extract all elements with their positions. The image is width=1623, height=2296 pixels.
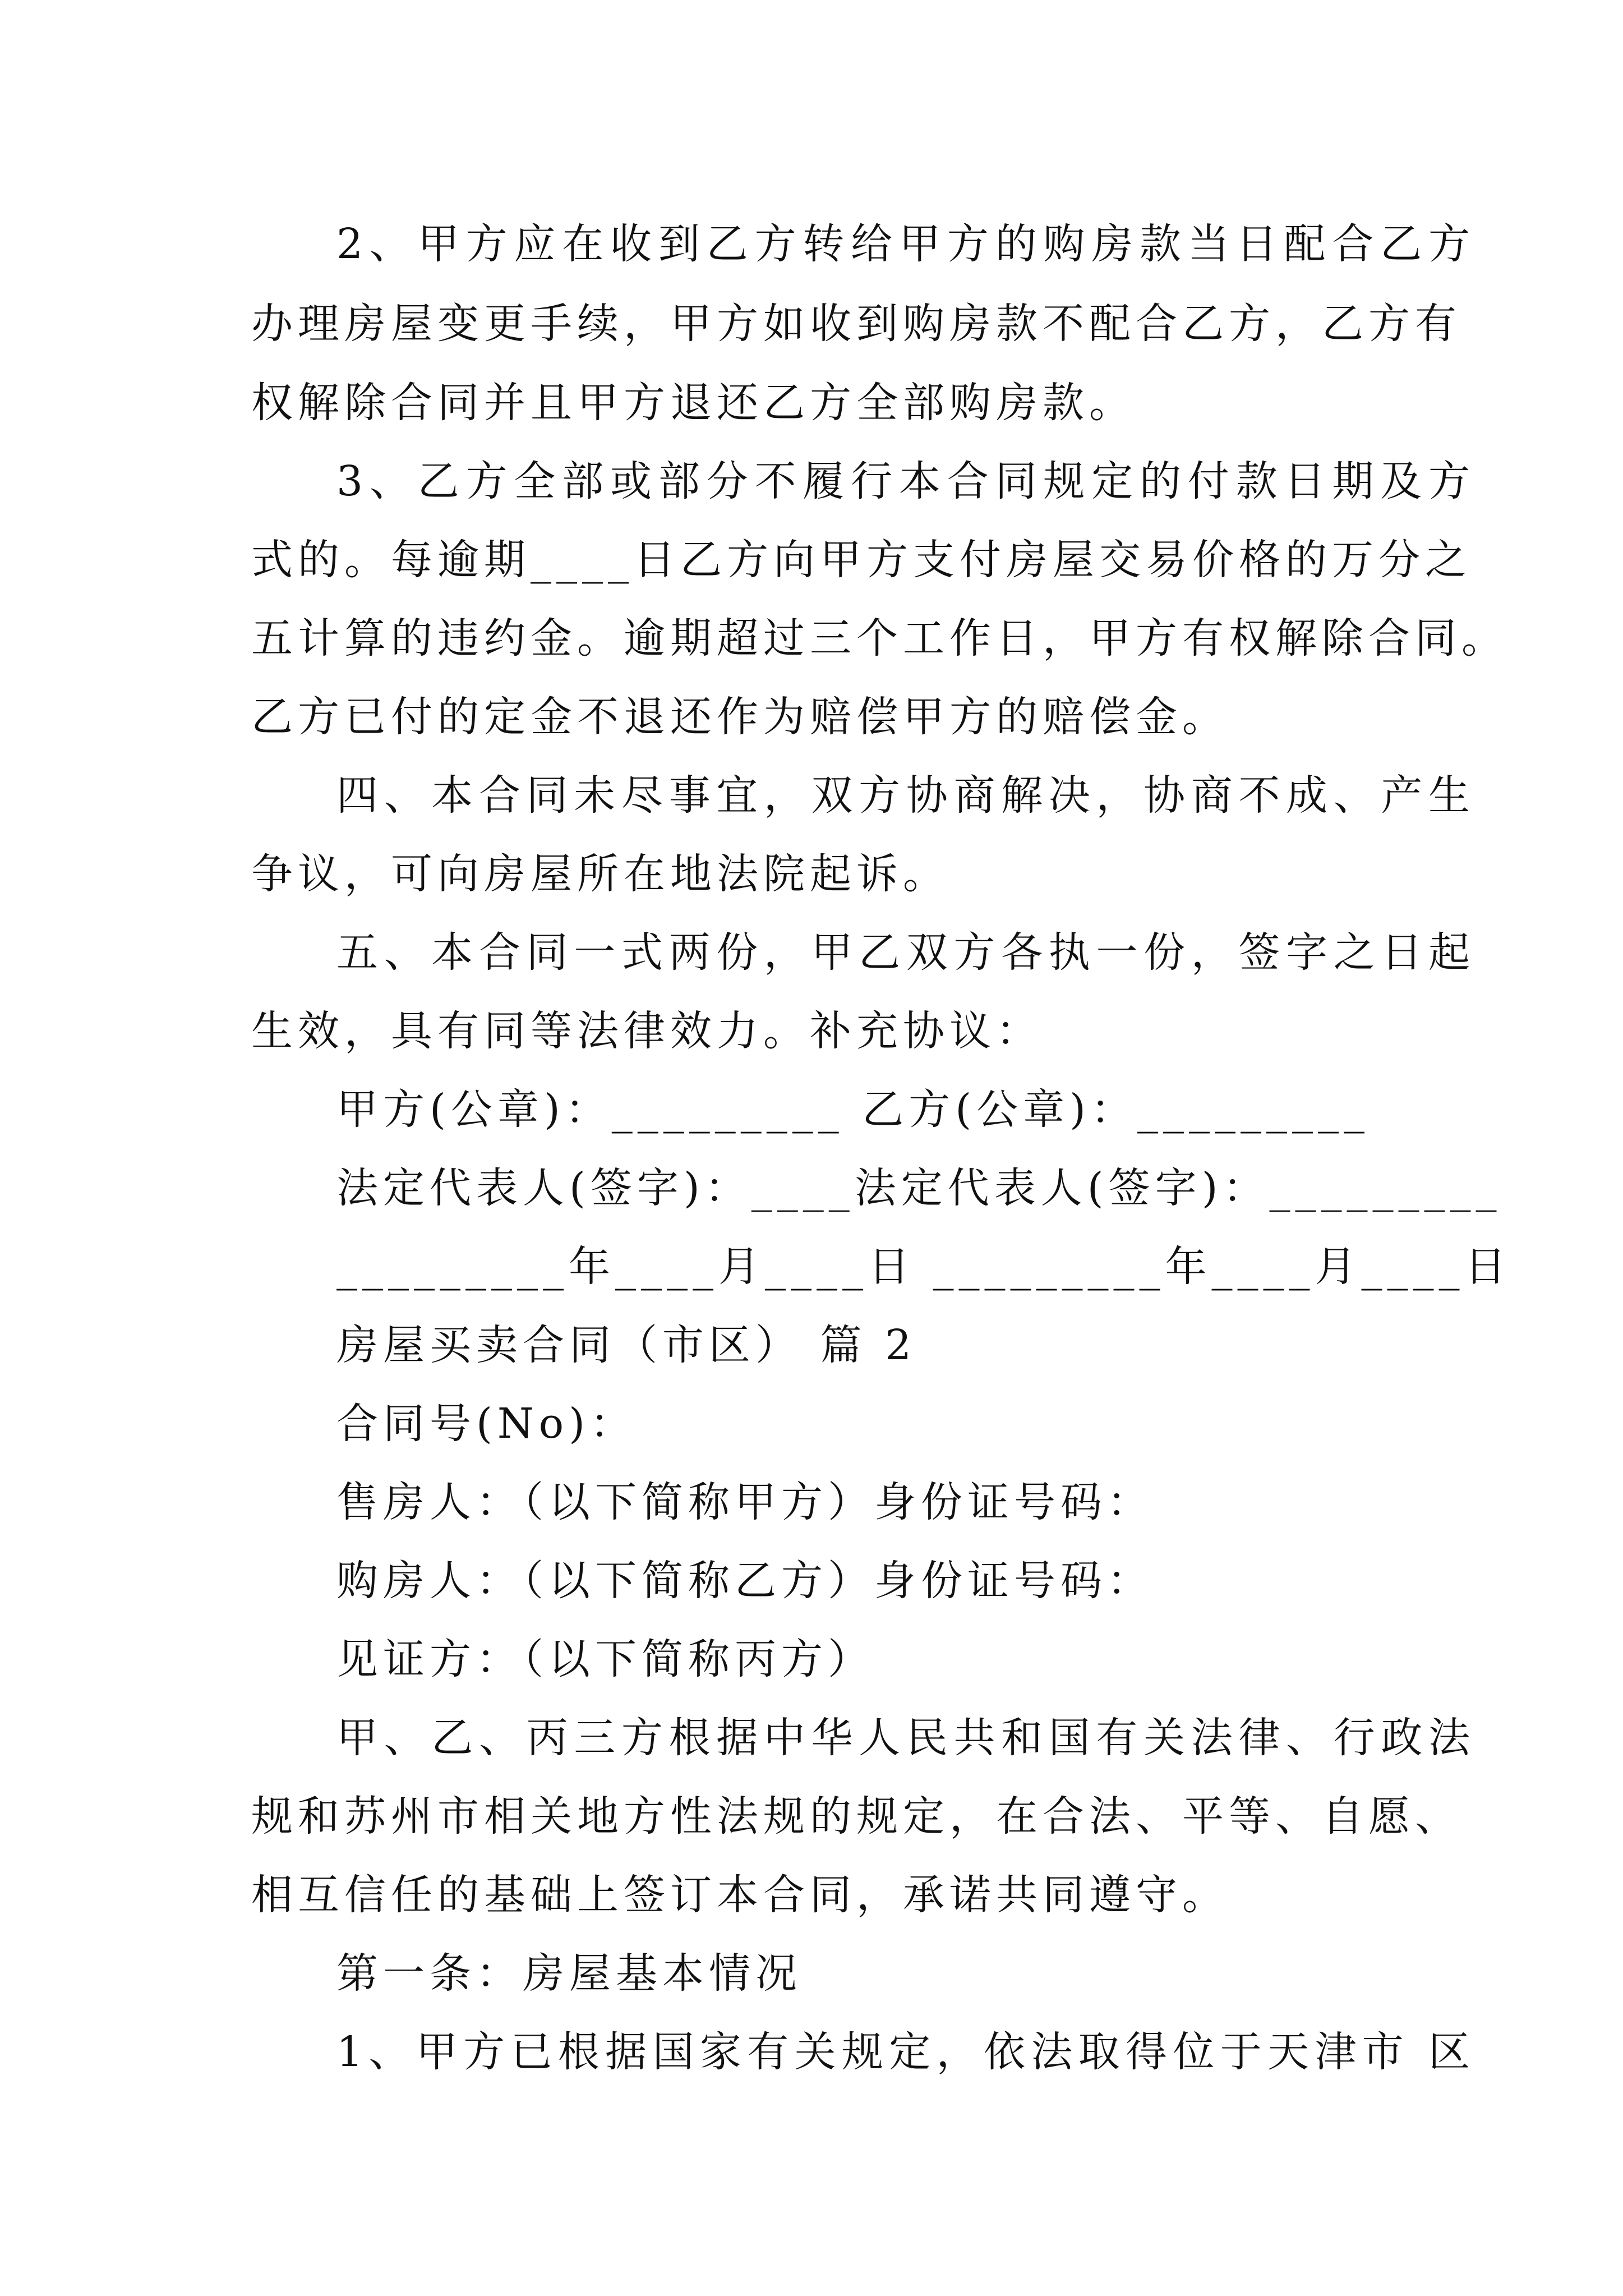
buyer-line: 购房人：（以下简称乙方）身份证号码： xyxy=(336,1557,1154,1605)
paragraph-line: 办理房屋变更手续，甲方如收到购房款不配合乙方，乙方有 xyxy=(251,300,1461,348)
seller-line: 售房人：（以下简称甲方）身份证号码： xyxy=(336,1478,1154,1526)
paragraph-line: 权解除合同并且甲方退还乙方全部购房款。 xyxy=(251,379,1136,427)
signature-line-representative: 法定代表人(签字)：____法定代表人(签字)：_________ xyxy=(336,1164,1502,1212)
paragraph-line: 2、甲方应在收到乙方转给甲方的购房款当日配合乙方 xyxy=(336,220,1475,268)
witness-line: 见证方：（以下简称丙方） xyxy=(336,1635,874,1683)
paragraph-line: 五计算的违约金。逾期超过三个工作日，甲方有权解除合同。 xyxy=(251,614,1508,662)
paragraph-line: 1、甲方已根据国家有关规定，依法取得位于天津市 区 xyxy=(336,2028,1475,2076)
paragraph-line: 相互信任的基础上签订本合同，承诺共同遵守。 xyxy=(251,1871,1229,1919)
paragraph-line: 四、本合同未尽事宜，双方协商解决，协商不成、产生 xyxy=(336,771,1475,820)
article-heading: 第一条：房屋基本情况 xyxy=(336,1949,802,1998)
section-title: 房屋买卖合同（市区） 篇 2 xyxy=(336,1321,917,1369)
paragraph-line: 规和苏州市相关地方性法规的规定，在合法、平等、自愿、 xyxy=(251,1792,1461,1841)
paragraph-line: 甲、乙、丙三方根据中华人民共和国有关法律、行政法 xyxy=(336,1714,1475,1762)
signature-line-date: _________年____月____日 _________年____月____日 xyxy=(336,1243,1511,1291)
paragraph-line: 乙方已付的定金不退还作为赔偿甲方的赔偿金。 xyxy=(251,693,1229,741)
paragraph-line: 争议，可向房屋所在地法院起诉。 xyxy=(251,850,949,898)
paragraph-line: 生效，具有同等法律效力。补充协议： xyxy=(251,1007,1043,1055)
contract-number-line: 合同号(No)： xyxy=(336,1400,637,1448)
signature-line-seal: 甲方(公章)：_________ 乙方(公章)：_________ xyxy=(336,1085,1370,1134)
paragraph-line: 五、本合同一式两份，甲乙双方各执一份，签字之日起 xyxy=(336,928,1475,977)
paragraph-line: 3、乙方全部或部分不履行本合同规定的付款日期及方 xyxy=(336,457,1475,505)
paragraph-line: 式的。每逾期____日乙方向甲方支付房屋交易价格的万分之 xyxy=(251,536,1472,584)
